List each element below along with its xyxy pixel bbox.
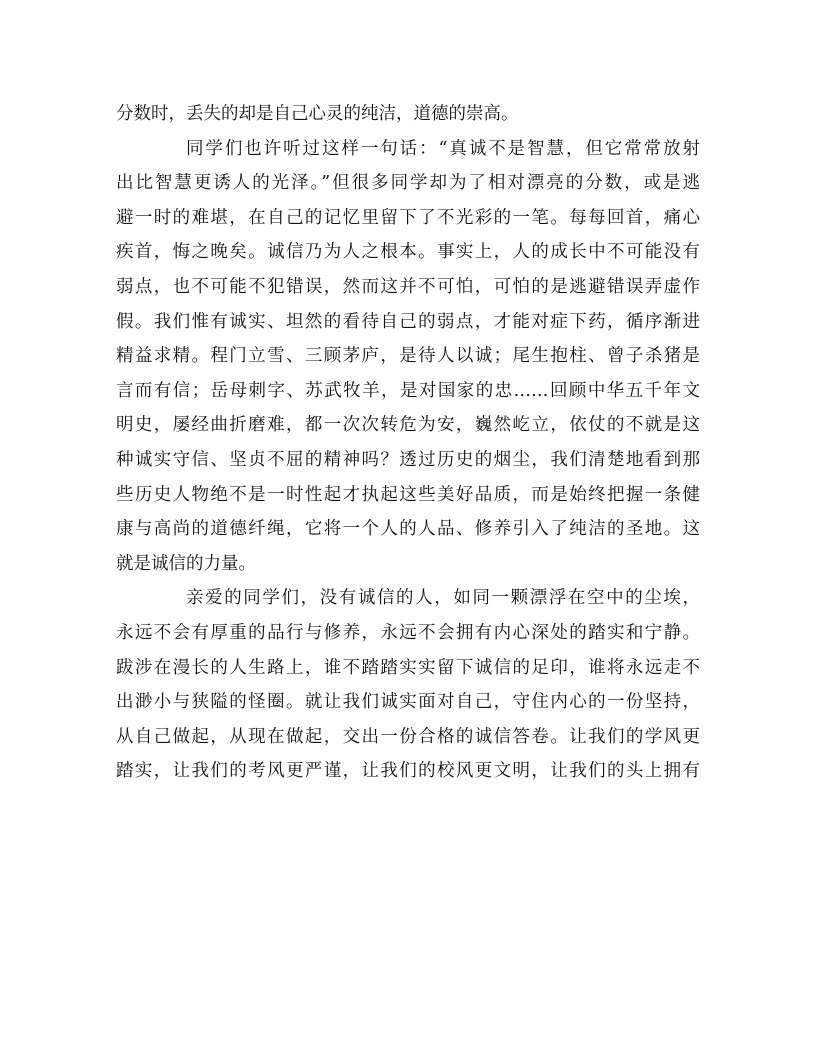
paragraph-line: 弱点，也不可能不犯错误，然而这并不可怕，可怕的是逃避错误弄虚作 (116, 276, 700, 297)
paragraph-line: 出比智慧更诱人的光泽。”但很多同学却为了相对漂亮的分数，或是逃 (116, 173, 700, 194)
paragraph-line: 同学们也许听过这样一句话：“真诚不是智慧，但它常常放射 (186, 138, 700, 159)
paragraph-line: 明史，屡经曲折磨难，都一次次转危为安，巍然屹立，依仗的不就是这 (116, 415, 700, 436)
paragraph-line: 康与高尚的道德纤绳，它将一个人的人品、修养引入了纯洁的圣地。这 (116, 519, 700, 540)
paragraph-line: 从自己做起，从现在做起，交出一份合格的诚信答卷。让我们的学风更 (116, 726, 700, 747)
paragraph-line: 分数时，丢失的却是自己心灵的纯洁，道德的崇高。 (116, 104, 519, 124)
paragraph-line: 疾首，悔之晚矣。诚信乃为人之根本。事实上，人的成长中不可能没有 (116, 242, 700, 263)
paragraph-line: 就是诚信的力量。 (116, 553, 256, 574)
paragraph-line: 假。我们惟有诚实、坦然的看待自己的弱点，才能对症下药，循序渐进 (116, 311, 700, 332)
paragraph-line: 跋涉在漫长的人生路上，谁不踏踏实实留下诚信的足印，谁将永远走不 (116, 657, 700, 678)
paragraph-line: 种诚实守信、坚贞不屈的精神吗？透过历史的烟尘，我们清楚地看到那 (116, 449, 700, 470)
paragraph-line: 言而有信；岳母刺字、苏武牧羊，是对国家的忠……回顾中华五千年文 (116, 380, 700, 401)
paragraph-line: 亲爱的同学们，没有诚信的人，如同一颗漂浮在空中的尘埃， (186, 588, 700, 609)
paragraph-line: 精益求精。程门立雪、三顾茅庐，是待人以诚；尾生抱柱、曾子杀猪是 (116, 346, 700, 367)
paragraph-line: 永远不会有厚重的品行与修养，永远不会拥有内心深处的踏实和宁静。 (116, 622, 700, 643)
body-text (116, 97, 700, 789)
paragraph-line: 避一时的难堪，在自己的记忆里留下了不光彩的一笔。每每回首，痛心 (116, 207, 700, 228)
paragraph-line: 出渺小与狭隘的怪圈。就让我们诚实面对自己，守住内心的一份坚持， (116, 692, 700, 713)
paragraph-line: 踏实，让我们的考风更严谨，让我们的校风更文明，让我们的头上拥有 (116, 761, 700, 782)
paragraph-line: 些历史人物绝不是一时性起才执起这些美好品质，而是始终把握一条健 (116, 484, 700, 505)
